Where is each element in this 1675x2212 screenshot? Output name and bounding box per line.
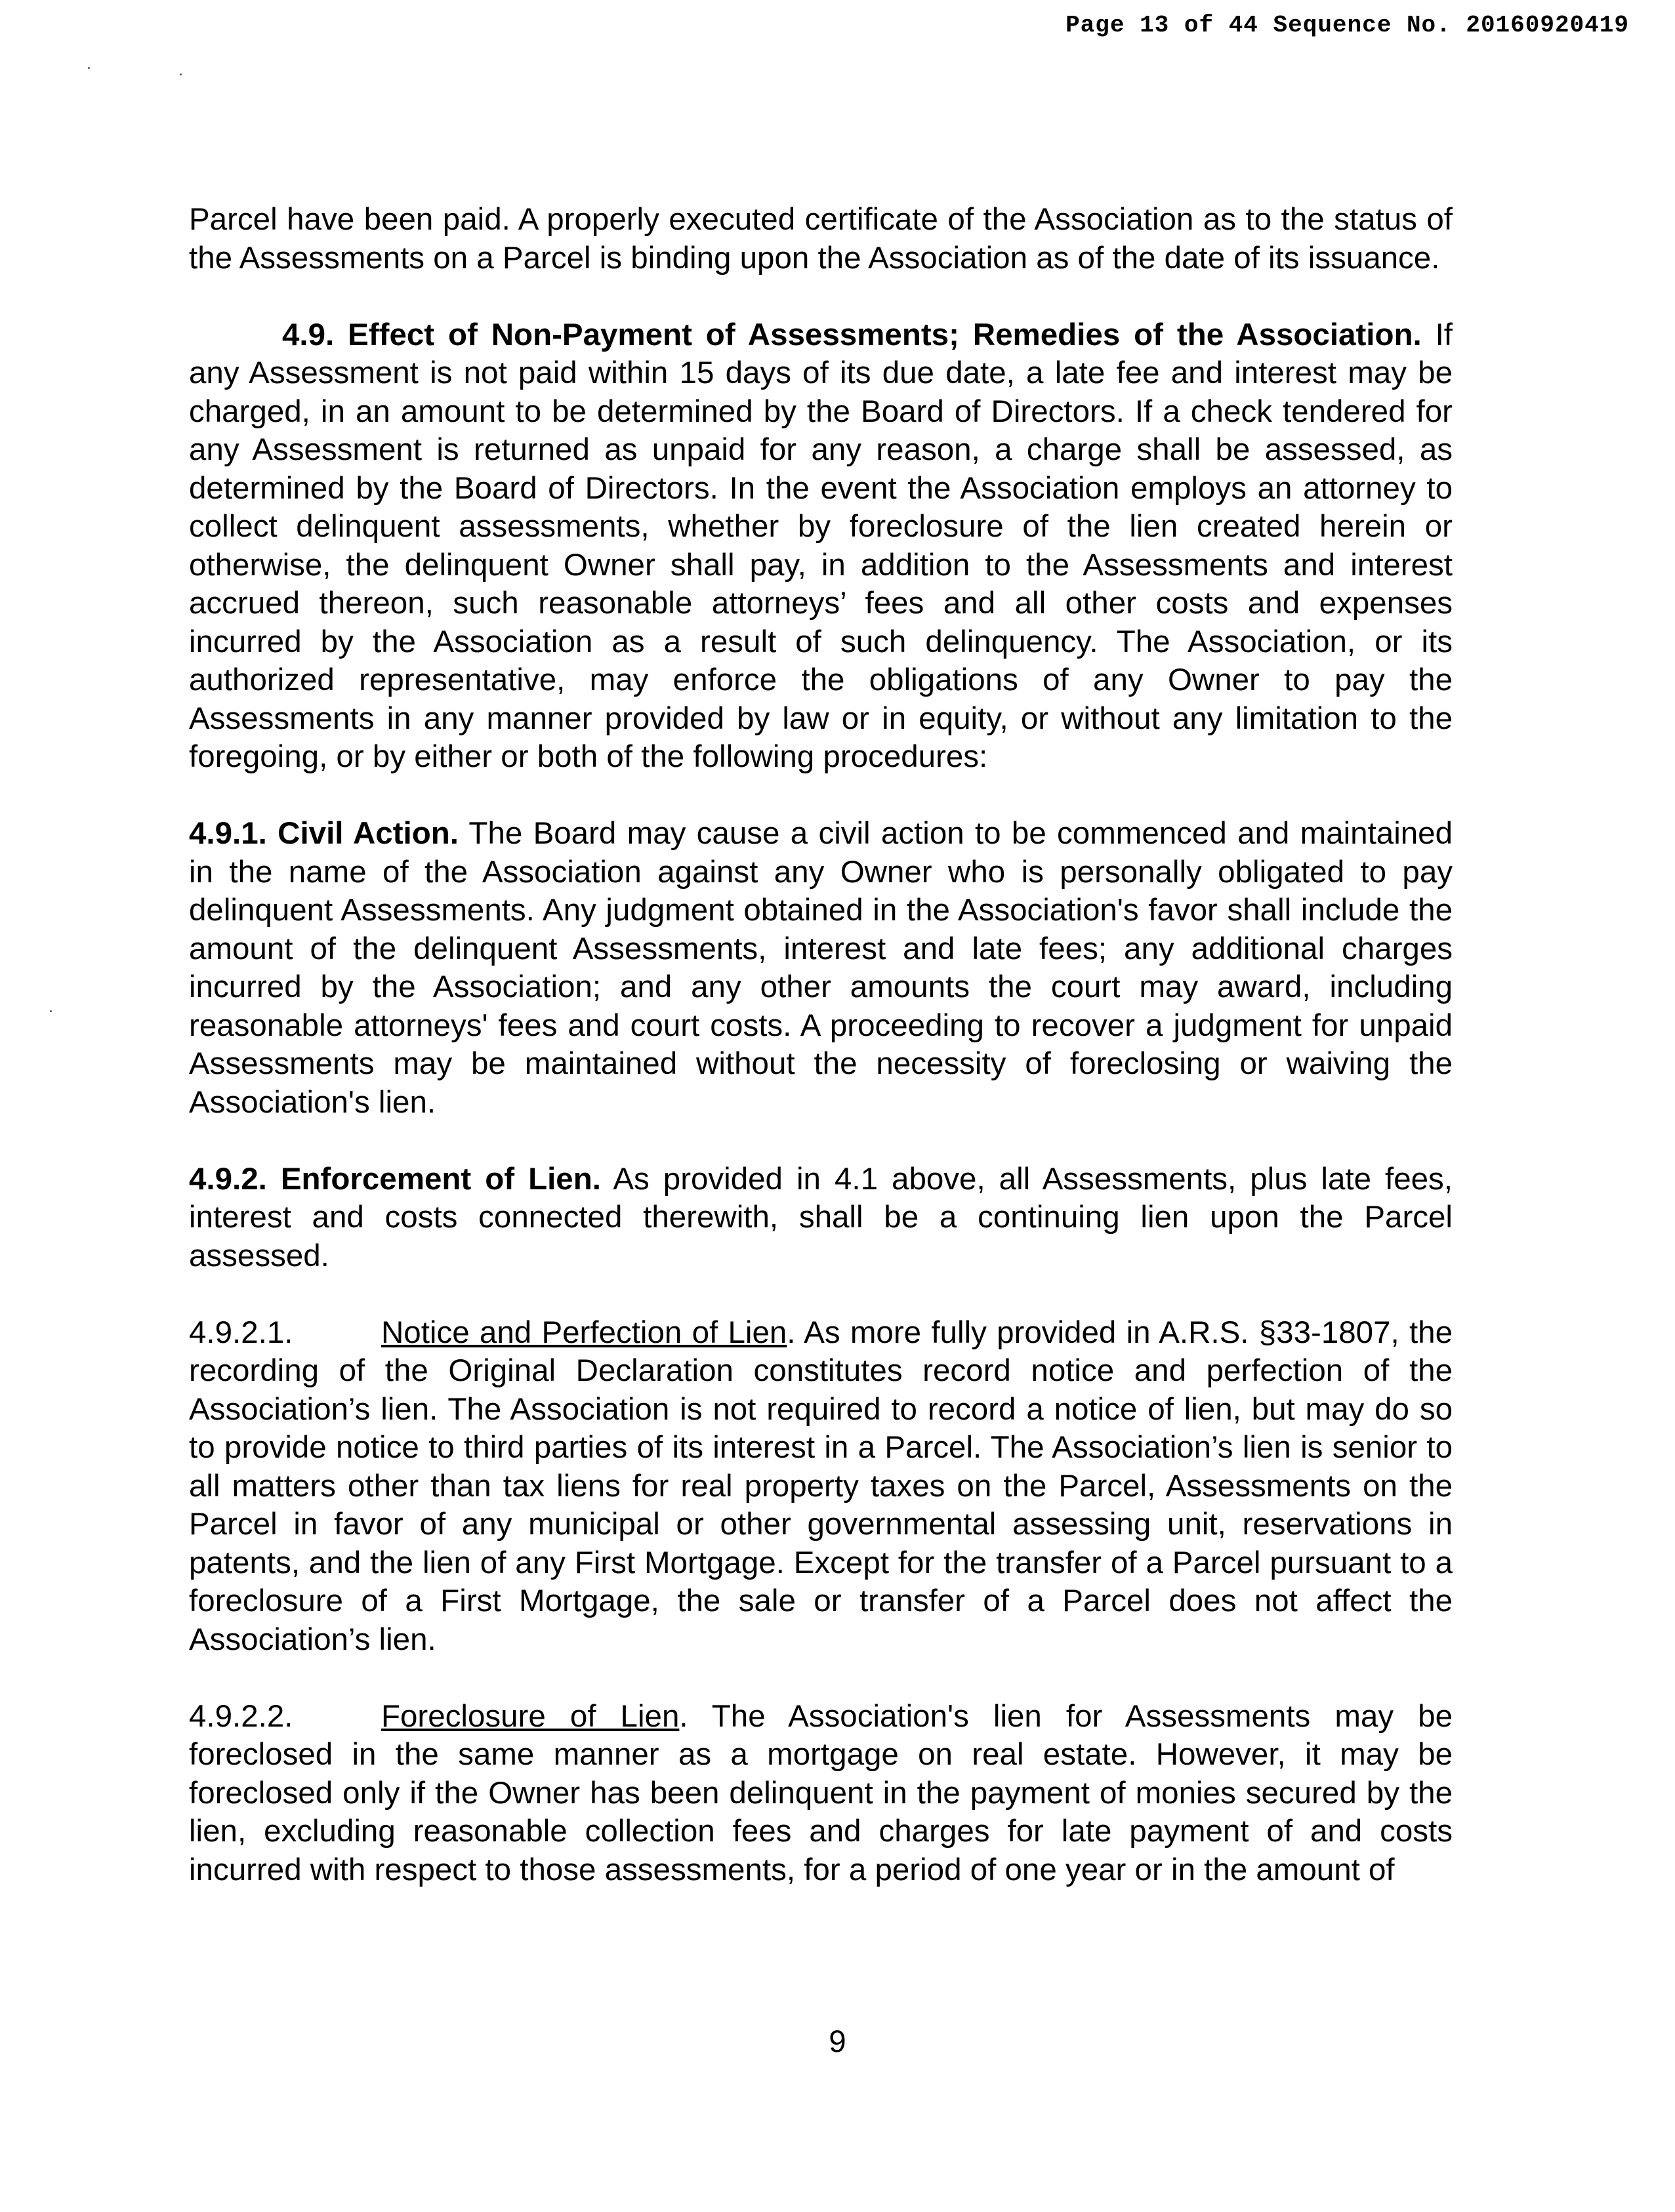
section-4-9: [189, 316, 1453, 777]
subsection-body: . The Association's lien for Assessments may be foreclosed in the same manner as a mortgage on real estate. However, it may be foreclosed only if the Owner has been delinquent in the payment of monies secured by the lien, excluding reasonable collection fees and charges for late payment of and costs incurred with respect to those assessments, for a period of one year or in the amount of: [189, 1698, 1453, 1887]
paragraph-text: Parcel have been paid. A properly executed certificate of the Association as to the status of the Assessments on a Parcel is binding upon the Association as of the date of its issuance.: [189, 202, 1453, 276]
scan-speck: [88, 67, 90, 69]
subsection-number: 4.9.2.2.: [189, 1698, 293, 1734]
section-4-9-2: [189, 1160, 1453, 1276]
section-heading: 4.9.2. Enforcement of Lien.: [189, 1161, 601, 1197]
section-4-9-1: [189, 815, 1453, 1122]
section-4-9-2-2: [189, 1698, 1453, 1890]
section-heading: 4.9. Effect of Non-Payment of Assessments; Remedies of the Association.: [282, 317, 1422, 352]
scan-speck: [50, 1010, 52, 1012]
subsection-body: . As more fully provided in A.R.S. §33-1807, the recording of the Original Declaration constitutes record notice and perfection of the Association’s lien. The Association is not required to record a notice of lien, but may do so to provide notice to third parties of its interest in a Parcel. The Association’s lien is senior to all matters other than tax liens for real property taxes on the Parcel, Assessments on the Parcel in favor of any municipal or other governmental assessing unit, reservations in patents, and the lien of any First Mortgage. Except for the transfer of a Parcel pursuant to a foreclosure of a First Mortgage, the sale or transfer of a Parcel does not affect the Association’s lien.: [189, 1315, 1453, 1657]
document-body: [189, 201, 1453, 1889]
subsection-title: Notice and Perfection of Lien: [381, 1315, 787, 1350]
subsection-title: Foreclosure of Lien: [381, 1698, 680, 1734]
subsection-number: 4.9.2.1.: [189, 1315, 293, 1350]
scan-speck: [180, 73, 182, 75]
section-4-9-2-1: [189, 1314, 1453, 1660]
section-body: As provided in 4.1 above, all Assessments, plus late fees, interest and costs connected therewith, shall be a continuing lien upon the Parcel assessed.: [189, 1161, 1453, 1273]
paragraph-continuation: [189, 201, 1453, 277]
section-body: If any Assessment is not paid within 15 days of its due date, a late fee and interest may be charged, in an amount to be determined by the Board of Directors. If a check tendered for any Assessment is returned as unpaid for any reason, a charge shall be assessed, as determined by the Board of Directors. In the event the Association employs an attorney to collect delinquent assessments, whether by foreclosure of the lien created herein or otherwise, the delinquent Owner shall pay, in addition to the Assessments and interest accrued thereon, such reasonable attorneys’ fees and all other costs and expenses incurred by the Association as a result of such delinquency. The Association, or its authorized representative, may enforce the obligations of any Owner to pay the Assessments in any manner provided by law or in equity, or without any limitation to the foregoing, or by either or both of the following procedures:: [189, 317, 1453, 774]
section-heading: 4.9.1. Civil Action.: [189, 816, 459, 851]
section-body: The Board may cause a civil action to be commenced and maintained in the name of the Association against any Owner who is personally obligated to pay delinquent Assessments. Any judgment obtained in the Association's favor shall include the amount of the delinquent Assessments, interest and late fees; any additional charges incurred by the Association; and any other amounts the court may award, including reasonable attorneys' fees and court costs. A proceeding to recover a judgment for unpaid Assessments may be maintained without the necessity of foreclosing or waiving the Association's lien.: [189, 816, 1453, 1120]
page-number: 9: [829, 2024, 846, 2059]
page-sequence-header: Page 13 of 44 Sequence No. 20160920419: [1065, 12, 1629, 39]
